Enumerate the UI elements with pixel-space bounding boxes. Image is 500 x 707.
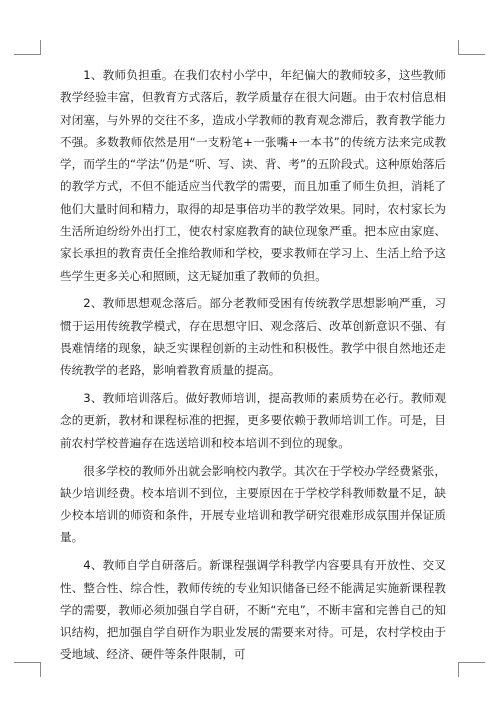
document-body [60, 64, 446, 671]
paragraph-teacher-burden: 1、教师负担重。在我们农村小学中，年纪偏大的教师较多，这些教师教学经验丰富，但教育方式落后，教学质量存在很大问题。由于农村信息相对闭塞，与外界的交往不多，造成小学教师的教育观念滞后，教育教学能力不强。多数教师依然是用“一支粉笔+一张嘴+一本书”的传统方法来完成教学，而学生的“学法”仍是“听、写、读、背、考”的五阶段式。这种原始落后的教学方式，不但不能适应当代教学的需要，而且加重了师生负担，消耗了他们大量时间和精力，取得的却是事倍功半的教学效果。同时，农村家长为生活所迫纷纷外出打工，使农村家庭教育的缺位现象严重。把本应由家庭、家长承担的教育责任全推给教师和学校，要求教师在学习上、生活上给予这些学生更多关心和照顾，这无疑加重了教师的负担。 [60, 68, 446, 283]
crop-mark-top-left [14, 40, 41, 55]
crop-mark-bottom-right [458, 662, 485, 677]
crop-mark-bottom-left [14, 662, 41, 677]
paragraph-self-study: 4、教师自学自研落后。新课程强调学科教学内容要具有开放性、交叉性、整合性、综合性，教师传统的专业知识储备已经不能满足实施新课程教学的需要，教师必须加强自学自研，不断“充电”，不断丰富和完善自己的知识结构，把加强自学自研作为职业发展的需要来对待。可是，农村学校由于受地域、经济、硬件等条件限制，可 [60, 558, 446, 662]
paragraph-teacher-training: 3、教师培训落后。做好教师培训，提高教师的素质势在必行。教师观念的更新，教材和课程标准的把握，更多要依赖于教师培训工作。可是，目前农村学校普遍存在选送培训和校本培训不到位的现象。 [60, 391, 446, 450]
crop-mark-top-right [458, 40, 485, 55]
paragraph-training-funding: 很多学校的教师外出就会影响校内教学。其次在于学校办学经费紧张，缺少培训经费。校本培训不到位，主要原因在于学校学科教师数量不足，缺少校本培训的师资和条件，开展专业培训和教学研究很难形成氛围并保证质量。 [60, 463, 446, 545]
paragraph-teacher-mindset: 2、教师思想观念落后。部分老教师受困有传统教学思想影响严重，习惯于运用传统教学模式，存在思想守旧、观念落后、改革创新意识不强、有畏难情绪的现象，缺乏实课程创新的主动性和积极性。教学中很自然地还走传统教学的老路，影响着教育质量的提高。 [60, 296, 446, 378]
